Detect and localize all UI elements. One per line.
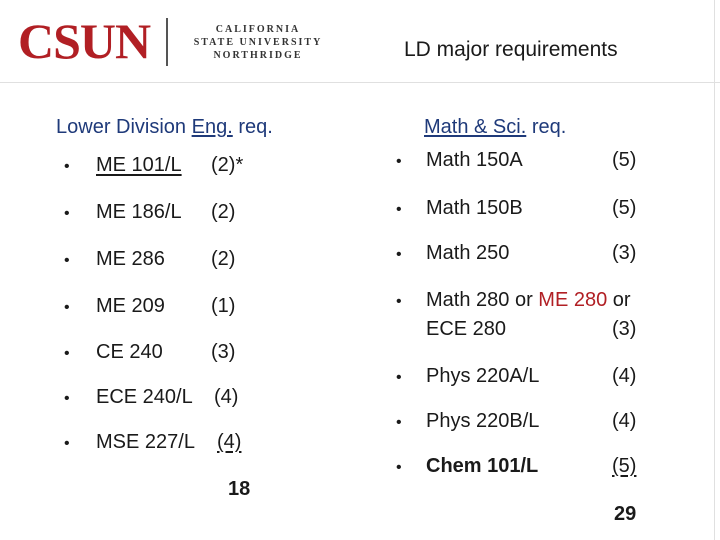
course-units: (4)	[217, 431, 242, 453]
header-divider	[0, 82, 720, 83]
course-code-part-3: or	[607, 289, 631, 311]
bullet-icon: •	[396, 246, 402, 263]
course-code: Math 250	[426, 242, 510, 264]
course-units: (2)	[211, 248, 236, 270]
course-units: (3)	[612, 242, 637, 264]
bullet-icon: •	[396, 201, 402, 218]
left-heading-part-2: Eng.	[191, 116, 233, 138]
slide-title: LD major requirements	[404, 38, 618, 61]
bullet-icon: •	[396, 414, 402, 431]
course-units: (2)	[211, 201, 236, 223]
course-code-line-2: ECE 280	[426, 318, 507, 340]
course-units: (5)	[612, 149, 637, 171]
course-code: Math 150B	[426, 197, 523, 219]
bullet-icon: •	[396, 369, 402, 386]
right-edge-divider	[714, 0, 715, 540]
course-code: ECE 240/L	[96, 386, 193, 408]
course-code-line-1	[426, 288, 631, 312]
left-heading-part-1: Lower Division	[56, 116, 192, 138]
logo-line-3: NORTHRIDGE	[213, 50, 303, 61]
course-code: ME 186/L	[96, 201, 182, 223]
course-units: (2)*	[211, 154, 244, 176]
bullet-icon: •	[396, 459, 402, 476]
course-code: MSE 227/L	[96, 431, 195, 453]
bullet-icon: •	[64, 205, 70, 222]
logo-wordmark: CSUN	[18, 13, 151, 69]
bullet-icon: •	[396, 153, 402, 170]
right-column-heading	[424, 116, 566, 139]
bullet-icon: •	[64, 252, 70, 269]
logo-university-name	[178, 23, 338, 62]
bullet-icon: •	[64, 345, 70, 362]
course-code: ME 209	[96, 295, 165, 317]
right-heading-part-2: req.	[526, 116, 567, 138]
course-code: ME 101/L	[96, 154, 182, 176]
course-units: (5)	[612, 197, 637, 219]
course-units: (3)	[612, 318, 637, 340]
course-units: (1)	[211, 295, 236, 317]
course-code-highlight: ME 280	[538, 289, 608, 311]
bullet-icon: •	[396, 293, 402, 310]
course-code: Math 150A	[426, 149, 523, 171]
right-heading-part-1: Math & Sci.	[424, 116, 527, 138]
logo-line-1: CALIFORNIA	[215, 24, 301, 35]
course-units: (4)	[612, 410, 637, 432]
left-heading-part-3: req.	[232, 116, 273, 138]
bullet-icon: •	[64, 435, 70, 452]
course-code: Phys 220A/L	[426, 365, 540, 387]
course-code: ME 286	[96, 248, 165, 270]
course-units: (4)	[214, 386, 239, 408]
bullet-icon: •	[64, 158, 70, 175]
bullet-icon: •	[64, 390, 70, 407]
left-column-heading	[56, 116, 273, 139]
course-code: CE 240	[96, 341, 163, 363]
course-units: (3)	[211, 341, 236, 363]
course-code: Chem 101/L	[426, 455, 539, 477]
right-total: 29	[614, 503, 637, 525]
course-code: Phys 220B/L	[426, 410, 540, 432]
course-units: (5)	[612, 455, 637, 477]
course-code-part-1: Math 280 or	[426, 289, 539, 311]
logo-line-2: STATE UNIVERSITY	[193, 37, 323, 48]
logo-divider	[166, 18, 168, 66]
course-units: (4)	[612, 365, 637, 387]
left-total: 18	[228, 478, 251, 500]
bullet-icon: •	[64, 299, 70, 316]
